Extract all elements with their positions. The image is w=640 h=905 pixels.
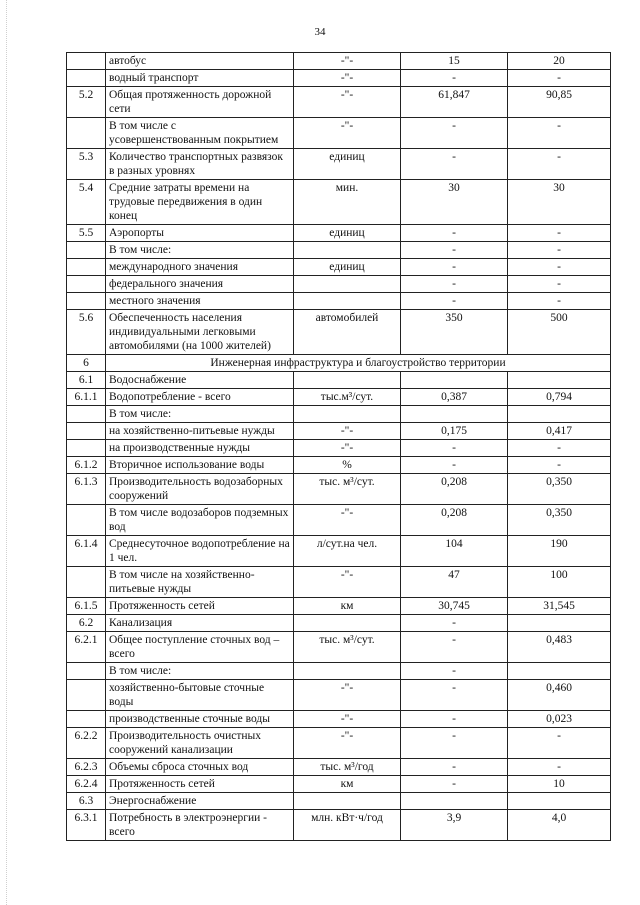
indicator-name: хозяйственно-бытовые сточные воды: [106, 680, 294, 711]
unit-cell: л/сут.на чел.: [294, 536, 401, 567]
value-target: 4,0: [508, 810, 611, 841]
value-target: [508, 406, 611, 423]
value-current: 104: [401, 536, 508, 567]
indicator-name: Средние затраты времени на трудовые передвижения в один конец: [106, 180, 294, 225]
row-number: [67, 276, 106, 293]
unit-cell: -"-: [294, 440, 401, 457]
indicator-name: производственные сточные воды: [106, 711, 294, 728]
row-number: [67, 680, 106, 711]
value-target: 0,794: [508, 389, 611, 406]
value-target: -: [508, 149, 611, 180]
indicator-name: Протяженность сетей: [106, 598, 294, 615]
unit-cell: тыс.м³/сут.: [294, 389, 401, 406]
row-number: [67, 70, 106, 87]
unit-cell: тыс. м³/сут.: [294, 474, 401, 505]
table-row: [67, 389, 611, 406]
unit-cell: тыс. м³/сут.: [294, 632, 401, 663]
value-target: -: [508, 70, 611, 87]
value-target: 190: [508, 536, 611, 567]
value-target: 0,023: [508, 711, 611, 728]
indicators-table-body: [67, 53, 611, 841]
table-row: [67, 536, 611, 567]
value-target: 30: [508, 180, 611, 225]
value-current: -: [401, 259, 508, 276]
value-current: [401, 406, 508, 423]
table-row: [67, 728, 611, 759]
value-target: 0,350: [508, 505, 611, 536]
indicator-name: В том числе:: [106, 406, 294, 423]
row-number: 5.3: [67, 149, 106, 180]
unit-cell: -"-: [294, 680, 401, 711]
row-number: [67, 53, 106, 70]
indicator-name: водный транспорт: [106, 70, 294, 87]
table-row: [67, 776, 611, 793]
indicator-name: Потребность в электроэнергии - всего: [106, 810, 294, 841]
unit-cell: [294, 615, 401, 632]
value-target: -: [508, 759, 611, 776]
table-row: [67, 505, 611, 536]
value-target: 31,545: [508, 598, 611, 615]
indicator-name: Вторичное использование воды: [106, 457, 294, 474]
table-row: [67, 711, 611, 728]
value-current: -: [401, 440, 508, 457]
value-current: 350: [401, 310, 508, 355]
value-current: -: [401, 457, 508, 474]
indicator-name: Производительность очистных сооружений канализации: [106, 728, 294, 759]
value-current: 0,175: [401, 423, 508, 440]
indicator-name: автобус: [106, 53, 294, 70]
row-number: 5.2: [67, 87, 106, 118]
indicator-name: местного значения: [106, 293, 294, 310]
table-row: [67, 180, 611, 225]
scan-margin-line: [6, 0, 8, 905]
unit-cell: -"-: [294, 505, 401, 536]
value-target: 0,417: [508, 423, 611, 440]
value-target: 0,460: [508, 680, 611, 711]
value-target: 10: [508, 776, 611, 793]
indicator-name: В том числе с усовершенствованным покрытием: [106, 118, 294, 149]
value-current: -: [401, 615, 508, 632]
unit-cell: единиц: [294, 225, 401, 242]
table-row: [67, 372, 611, 389]
indicator-name: В том числе на хозяйственно-питьевые нужды: [106, 567, 294, 598]
value-current: 0,387: [401, 389, 508, 406]
indicator-name: Протяженность сетей: [106, 776, 294, 793]
value-current: 0,208: [401, 474, 508, 505]
row-number: 6: [67, 355, 106, 372]
value-current: -: [401, 728, 508, 759]
table-row: [67, 310, 611, 355]
unit-cell: км: [294, 776, 401, 793]
value-target: -: [508, 728, 611, 759]
table-row: [67, 149, 611, 180]
value-current: -: [401, 776, 508, 793]
value-current: [401, 793, 508, 810]
indicator-name: Общее поступление сточных вод – всего: [106, 632, 294, 663]
value-current: 61,847: [401, 87, 508, 118]
row-number: 6.2: [67, 615, 106, 632]
value-current: [401, 372, 508, 389]
unit-cell: -"-: [294, 53, 401, 70]
value-current: 30: [401, 180, 508, 225]
indicator-name: Среднесуточное водопотребление на 1 чел.: [106, 536, 294, 567]
row-number: [67, 259, 106, 276]
row-number: 5.4: [67, 180, 106, 225]
unit-cell: -"-: [294, 70, 401, 87]
row-number: [67, 423, 106, 440]
value-target: -: [508, 276, 611, 293]
row-number: [67, 242, 106, 259]
table-row: [67, 87, 611, 118]
value-current: -: [401, 242, 508, 259]
value-target: 0,483: [508, 632, 611, 663]
value-target: -: [508, 259, 611, 276]
value-current: -: [401, 632, 508, 663]
unit-cell: [294, 293, 401, 310]
row-number: [67, 293, 106, 310]
value-target: 90,85: [508, 87, 611, 118]
table-row: [67, 598, 611, 615]
value-target: [508, 793, 611, 810]
value-current: -: [401, 225, 508, 242]
value-target: -: [508, 225, 611, 242]
value-target: 20: [508, 53, 611, 70]
indicator-name: Количество транспортных развязок в разных уровнях: [106, 149, 294, 180]
table-row: [67, 457, 611, 474]
indicator-name: на производственные нужды: [106, 440, 294, 457]
value-target: -: [508, 118, 611, 149]
row-number: 5.5: [67, 225, 106, 242]
table-row: [67, 225, 611, 242]
page-number: 34: [314, 26, 326, 38]
unit-cell: тыс. м³/год: [294, 759, 401, 776]
row-number: 6.1.5: [67, 598, 106, 615]
row-number: [67, 118, 106, 149]
row-number: 6.1.4: [67, 536, 106, 567]
value-current: -: [401, 70, 508, 87]
value-current: -: [401, 118, 508, 149]
indicator-name: В том числе:: [106, 663, 294, 680]
unit-cell: -"-: [294, 567, 401, 598]
unit-cell: -"-: [294, 728, 401, 759]
unit-cell: [294, 793, 401, 810]
indicator-name: Производительность водозаборных сооружений: [106, 474, 294, 505]
value-target: 100: [508, 567, 611, 598]
row-number: [67, 663, 106, 680]
unit-cell: %: [294, 457, 401, 474]
indicator-name: В том числе водозаборов подземных вод: [106, 505, 294, 536]
row-number: 6.3.1: [67, 810, 106, 841]
indicator-name: Общая протяженность дорожной сети: [106, 87, 294, 118]
table-row: [67, 663, 611, 680]
table-row: [67, 567, 611, 598]
indicator-name: Объемы сброса сточных вод: [106, 759, 294, 776]
indicator-name: Водоснабжение: [106, 372, 294, 389]
table-row: [67, 759, 611, 776]
indicator-name: международного значения: [106, 259, 294, 276]
indicator-name: Аэропорты: [106, 225, 294, 242]
row-number: 5.6: [67, 310, 106, 355]
value-current: -: [401, 149, 508, 180]
value-current: 30,745: [401, 598, 508, 615]
value-current: 0,208: [401, 505, 508, 536]
indicator-name: Канализация: [106, 615, 294, 632]
value-current: -: [401, 663, 508, 680]
indicator-name: Водопотребление - всего: [106, 389, 294, 406]
unit-cell: -"-: [294, 87, 401, 118]
table-row: [67, 276, 611, 293]
value-target: -: [508, 293, 611, 310]
table-row: [67, 259, 611, 276]
row-number: [67, 711, 106, 728]
value-current: -: [401, 759, 508, 776]
unit-cell: млн. кВт·ч/год: [294, 810, 401, 841]
value-current: 3,9: [401, 810, 508, 841]
value-target: [508, 615, 611, 632]
indicator-name: Энергоснабжение: [106, 793, 294, 810]
unit-cell: [294, 372, 401, 389]
value-target: 500: [508, 310, 611, 355]
unit-cell: автомобилей: [294, 310, 401, 355]
row-number: 6.2.3: [67, 759, 106, 776]
table-row: [67, 615, 611, 632]
table-row: [67, 474, 611, 505]
table-row: [67, 632, 611, 663]
row-number: 6.1.2: [67, 457, 106, 474]
indicator-name: В том числе:: [106, 242, 294, 259]
value-target: 0,350: [508, 474, 611, 505]
unit-cell: км: [294, 598, 401, 615]
row-number: 6.3: [67, 793, 106, 810]
table-row: [67, 680, 611, 711]
value-current: -: [401, 276, 508, 293]
unit-cell: мин.: [294, 180, 401, 225]
section-title: Инженерная инфраструктура и благоустройство территории: [106, 355, 611, 372]
value-target: -: [508, 440, 611, 457]
value-current: 47: [401, 567, 508, 598]
unit-cell: [294, 276, 401, 293]
value-target: -: [508, 457, 611, 474]
table-row: [67, 810, 611, 841]
value-target: [508, 372, 611, 389]
unit-cell: [294, 242, 401, 259]
indicator-name: федерального значения: [106, 276, 294, 293]
indicator-name: Обеспеченность населения индивидуальными легковыми автомобилями (на 1000 жителей): [106, 310, 294, 355]
table-row: [67, 406, 611, 423]
row-number: 6.2.4: [67, 776, 106, 793]
row-number: [67, 406, 106, 423]
value-target: [508, 663, 611, 680]
row-number: 6.2.2: [67, 728, 106, 759]
row-number: [67, 440, 106, 457]
table-row: [67, 793, 611, 810]
unit-cell: [294, 406, 401, 423]
indicator-name: на хозяйственно-питьевые нужды: [106, 423, 294, 440]
indicators-table: [66, 52, 611, 841]
value-target: -: [508, 242, 611, 259]
value-current: 15: [401, 53, 508, 70]
unit-cell: -"-: [294, 711, 401, 728]
table-row: [67, 242, 611, 259]
row-number: 6.1: [67, 372, 106, 389]
unit-cell: единиц: [294, 259, 401, 276]
row-number: 6.1.3: [67, 474, 106, 505]
row-number: 6.1.1: [67, 389, 106, 406]
value-current: -: [401, 293, 508, 310]
section-row: [67, 355, 611, 372]
table-row: [67, 423, 611, 440]
value-current: -: [401, 711, 508, 728]
table-row: [67, 118, 611, 149]
row-number: [67, 567, 106, 598]
unit-cell: -"-: [294, 118, 401, 149]
table-row: [67, 440, 611, 457]
table-row: [67, 293, 611, 310]
table-row: [67, 53, 611, 70]
unit-cell: [294, 663, 401, 680]
row-number: [67, 505, 106, 536]
row-number: 6.2.1: [67, 632, 106, 663]
unit-cell: единиц: [294, 149, 401, 180]
unit-cell: -"-: [294, 423, 401, 440]
table-row: [67, 70, 611, 87]
value-current: -: [401, 680, 508, 711]
